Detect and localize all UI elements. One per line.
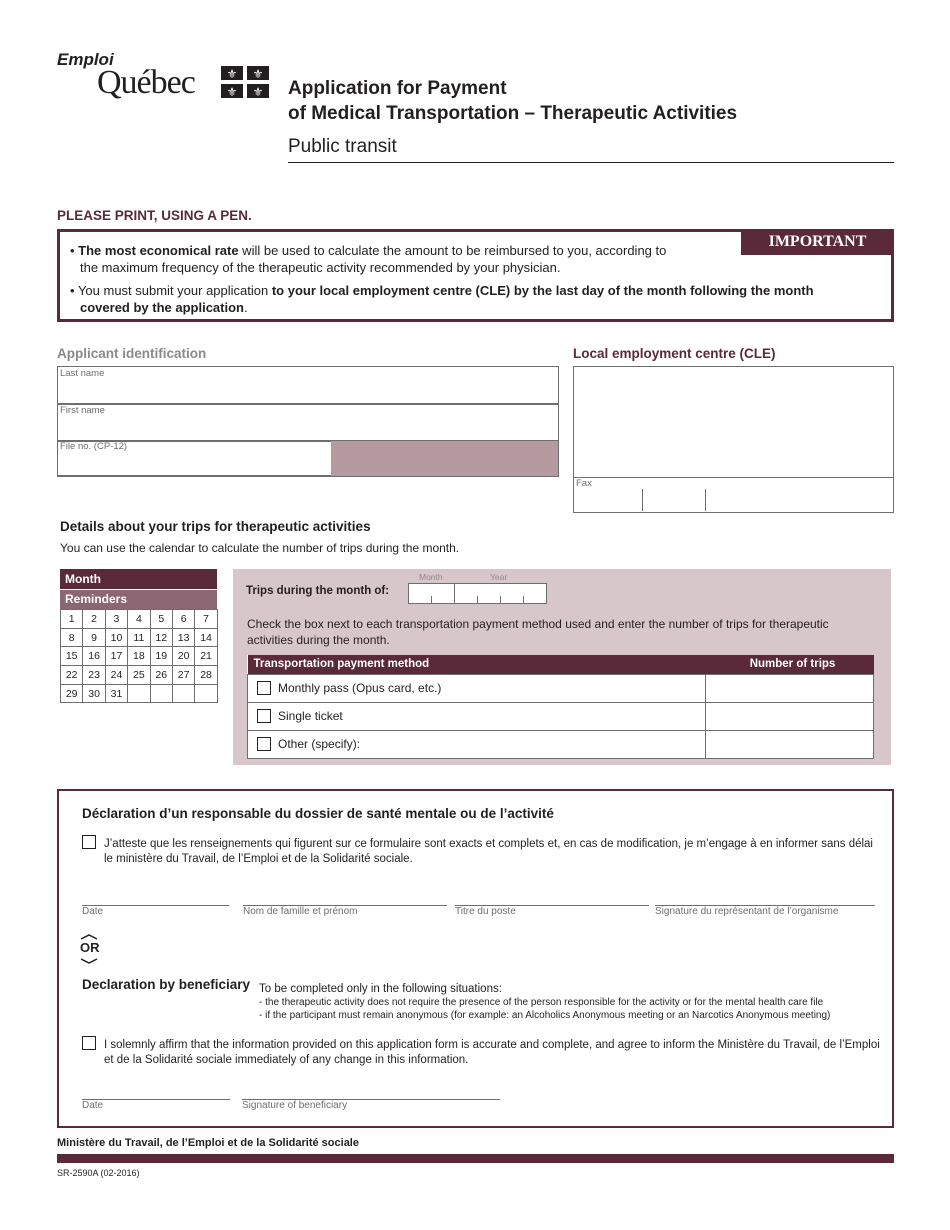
declaration-en-heading: Declaration by beneficiary (82, 977, 251, 992)
check-instruction-2: activities during the month. (247, 633, 390, 647)
calendar-day[interactable]: 23 (83, 666, 105, 685)
calendar-day[interactable]: 5 (150, 610, 172, 629)
tick-1 (431, 596, 432, 604)
table-row (248, 674, 874, 702)
calendar-day[interactable]: 21 (195, 647, 217, 666)
payment-method-table (247, 655, 874, 759)
form-subtitle: Public transit (288, 136, 397, 157)
calendar-day[interactable]: 17 (105, 647, 127, 666)
sig-label-title-fr: Titre du poste (455, 906, 516, 917)
cle-fax-divider (573, 477, 894, 478)
file-no-field[interactable] (58, 452, 330, 474)
method-label: Monthly pass (Opus card, etc.) (278, 680, 442, 695)
condition-2: - if the participant must remain anonymous (for example: an Alcoholics Anonymous meeting or an Narcotics Anonymous meeting) (259, 1010, 831, 1021)
calendar-day[interactable]: 11 (128, 628, 150, 647)
fax-label: Fax (576, 478, 592, 489)
sig-line-date-fr[interactable] (82, 905, 229, 906)
calendar-day[interactable]: 13 (172, 628, 194, 647)
calendar-day[interactable] (172, 684, 194, 703)
applicant-divider-1 (57, 403, 559, 405)
calendar-day[interactable]: 31 (105, 684, 127, 703)
calendar-day[interactable]: 6 (172, 610, 194, 629)
bullet2-bold: to your local employment centre (CLE) by the last day of the month following the month (271, 283, 814, 298)
file-no-label: File no. (CP-12) (60, 441, 128, 452)
svg-text:⚜: ⚜ (252, 67, 264, 81)
affirm-en-line1: I solemnly affirm that the information provided on this application form is accurate and complete, and agree to inform the Ministère du Travail, de l’Emploi (104, 1039, 880, 1051)
footer-bar (57, 1154, 894, 1163)
calendar-day[interactable]: 2 (83, 610, 105, 629)
month-small-label: Month (419, 572, 443, 582)
single-ticket-checkbox[interactable] (257, 709, 271, 723)
calendar-day[interactable]: 10 (105, 628, 127, 647)
calendar-row (61, 684, 218, 703)
sig-line-date-en[interactable] (82, 1099, 230, 1100)
form-title-line1: Application for Payment (288, 78, 507, 99)
tick-3 (500, 596, 501, 604)
tick-4 (523, 596, 524, 604)
calendar-row (61, 628, 218, 647)
table-row (248, 730, 874, 758)
method-label: Other (specify): (278, 736, 361, 751)
calendar-day[interactable]: 9 (83, 628, 105, 647)
trips-count-field[interactable] (706, 674, 874, 702)
calendar-day[interactable]: 26 (150, 666, 172, 685)
calendar-day[interactable]: 15 (61, 647, 83, 666)
calendar-row (61, 647, 218, 666)
sig-label-date-en: Date (82, 1100, 104, 1111)
sig-label-signature-fr: Signature du représentant de l’organisme (655, 906, 839, 917)
footer-ministry: Ministère du Travail, de l’Emploi et de la Solidarité sociale (57, 1137, 359, 1149)
affirm-en-line2: et de la Solidarité sociale immediately of any change in this information. (104, 1054, 469, 1066)
sig-label-date-fr: Date (82, 906, 104, 917)
calendar-day[interactable]: 30 (83, 684, 105, 703)
or-arrow-down-icon (80, 958, 98, 964)
or-separator: OR (80, 940, 100, 955)
important-bullet-1-line2: the maximum frequency of the therapeutic activity recommended by your physician. (80, 260, 561, 275)
calendar-grid (60, 609, 218, 703)
cle-heading: Local employment centre (CLE) (573, 346, 776, 361)
col-method-header: Transportation payment method (248, 655, 706, 674)
check-instruction-1: Check the box next to each transportation payment method used and enter the number of trips for therapeutic (247, 617, 829, 631)
form-code: SR-2590A (02-2016) (57, 1168, 140, 1178)
svg-text:⚜: ⚜ (252, 85, 264, 98)
fleur-de-lis-flag-icon (221, 66, 269, 98)
logo-quebec: Québec (97, 64, 195, 101)
calendar-day[interactable]: 4 (128, 610, 150, 629)
calendar-day[interactable]: 20 (172, 647, 194, 666)
attest-fr-line2: le ministère du Travail, de l’Emploi et de la Solidarité sociale. (104, 853, 413, 865)
calendar-day[interactable]: 24 (105, 666, 127, 685)
important-bullet-2-line2 (80, 299, 248, 316)
other-checkbox[interactable] (257, 737, 271, 751)
bullet1-text: will be used to calculate the amount to be reimbursed to you, according to (238, 243, 667, 258)
calendar-day[interactable]: 28 (195, 666, 217, 685)
sig-label-signature-en: Signature of beneficiary (242, 1100, 348, 1111)
bullet2-text: You must submit your application (77, 283, 272, 298)
declaration-fr-heading: Déclaration d’un responsable du dossier de santé mentale ou de l’activité (82, 806, 554, 821)
bullet2-end: . (244, 300, 248, 315)
year-small-label: Year (490, 572, 508, 582)
affirm-en-checkbox[interactable] (82, 1036, 96, 1050)
monthly-pass-checkbox[interactable] (257, 681, 271, 695)
fax-field[interactable] (575, 489, 893, 511)
method-cell (248, 730, 706, 758)
calendar-day[interactable]: 27 (172, 666, 194, 685)
col-trips-header: Number of trips (706, 655, 874, 674)
logo-emploi: Emploi (57, 50, 114, 69)
trips-count-field[interactable] (706, 730, 874, 758)
calendar-day[interactable] (150, 684, 172, 703)
attest-fr-checkbox[interactable] (82, 835, 96, 849)
important-bullet-2: • You must submit your application to your local employment centre (CLE) by the last day of the month following the month (70, 283, 814, 298)
calendar-row (61, 666, 218, 685)
last-name-label: Last name (60, 368, 105, 379)
tick-2 (477, 596, 478, 604)
conditions-intro: To be completed only in the following situations: (259, 983, 502, 995)
calendar-month-header: Month (60, 569, 217, 589)
method-cell (248, 702, 706, 730)
calendar-day[interactable]: 3 (105, 610, 127, 629)
applicant-heading: Applicant identification (57, 346, 207, 361)
attest-fr-line1: J’atteste que les renseignements qui figurent sur ce formulaire sont exacts et complets et, en cas de modification, je m’engage à en informer sans délai (104, 838, 873, 850)
trips-count-field[interactable] (706, 702, 874, 730)
trips-heading: Details about your trips for therapeutic activities (60, 519, 371, 534)
calendar-day[interactable]: 29 (61, 684, 83, 703)
month-year-separator (454, 583, 455, 604)
bullet2-bold-line2: covered by the application (80, 300, 244, 315)
print-instruction: PLEASE PRINT, USING A PEN. (57, 208, 252, 223)
calendar-day[interactable] (195, 684, 217, 703)
first-name-field[interactable] (58, 416, 558, 439)
calendar-day[interactable]: 14 (195, 628, 217, 647)
calendar-day[interactable]: 22 (61, 666, 83, 685)
calendar-day[interactable]: 18 (128, 647, 150, 666)
important-tab: IMPORTANT (741, 229, 894, 255)
calendar-day[interactable]: 19 (150, 647, 172, 666)
important-bullet-1: • The most economical rate will be used to calculate the amount to be reimbursed to you, according to (70, 243, 667, 258)
svg-text:⚜: ⚜ (226, 85, 238, 98)
calendar-reminders-header: Reminders (60, 590, 217, 609)
calendar-day[interactable]: 16 (83, 647, 105, 666)
table-row (248, 702, 874, 730)
calendar-day[interactable]: 8 (61, 628, 83, 647)
title-divider (288, 162, 894, 163)
method-cell (248, 674, 706, 702)
sig-label-name-fr: Nom de famille et prénom (243, 906, 358, 917)
bullet1-bold: The most economical rate (78, 243, 239, 258)
method-label: Single ticket (278, 708, 343, 723)
applicant-shaded-area (331, 441, 558, 476)
condition-1: - the therapeutic activity does not require the presence of the person responsible for the activity or for the mental health care file (259, 997, 824, 1008)
calendar-day[interactable] (128, 684, 150, 703)
svg-text:⚜: ⚜ (226, 67, 238, 81)
trips-subheading: You can use the calendar to calculate the number of trips during the month. (60, 541, 460, 555)
trips-month-label: Trips during the month of: (246, 585, 390, 597)
calendar-day[interactable]: 25 (128, 666, 150, 685)
calendar-row (61, 610, 218, 629)
last-name-field[interactable] (58, 379, 558, 402)
form-title-line2: of Medical Transportation – Therapeutic Activities (288, 103, 738, 124)
first-name-label: First name (60, 405, 105, 416)
calendar-day[interactable]: 7 (195, 610, 217, 629)
calendar-day[interactable]: 12 (150, 628, 172, 647)
calendar-day[interactable]: 1 (61, 610, 83, 629)
